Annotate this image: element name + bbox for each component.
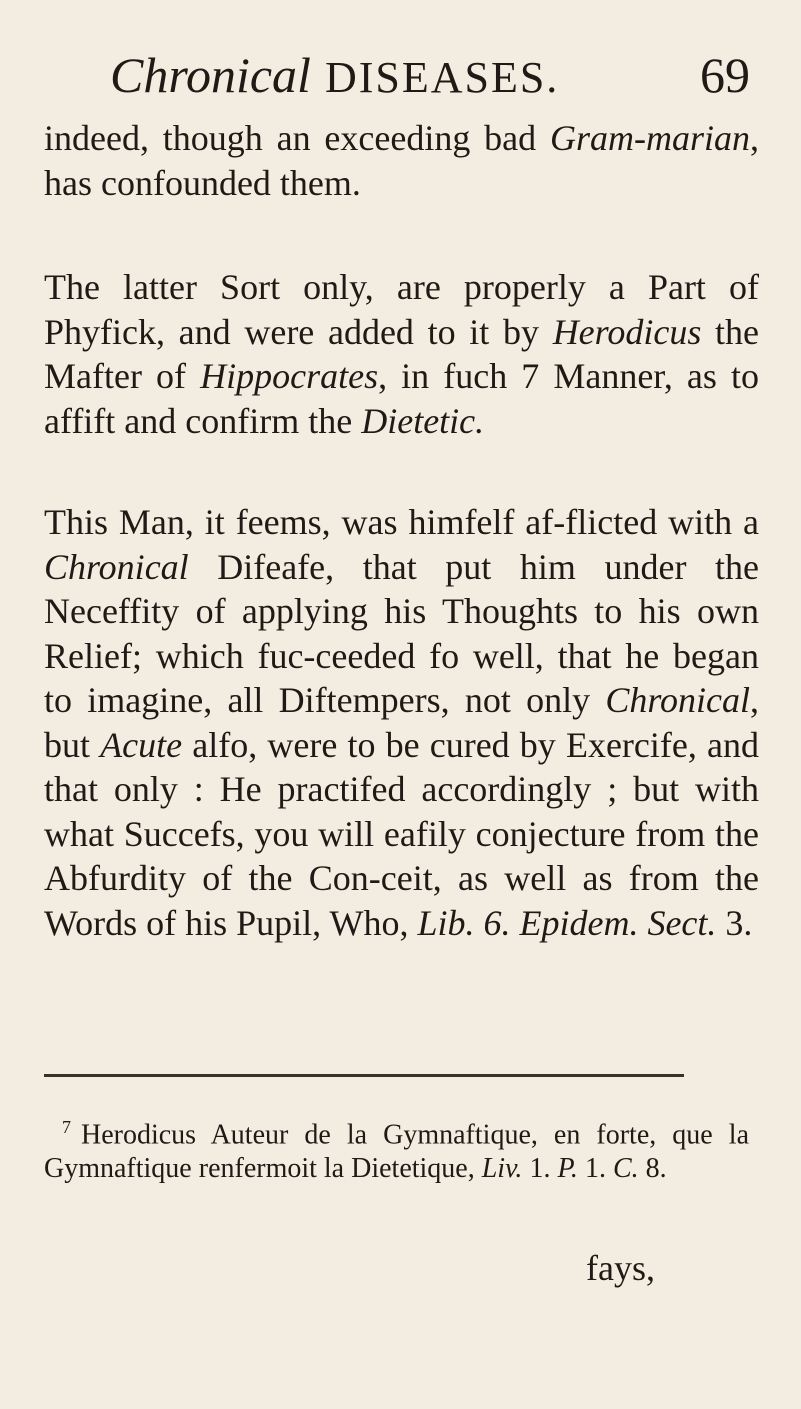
italic-text: Lib. 6. Epidem. Sect.: [417, 902, 717, 943]
paragraph-3: [44, 500, 759, 945]
text-run: This Man, it feems, was himfelf af-flicted with a: [44, 502, 759, 542]
italic-text: Gram-: [549, 118, 646, 158]
italic-text: Liv.: [481, 1153, 523, 1185]
italic-text: Herodicus: [552, 311, 702, 352]
italic-text: C.: [612, 1153, 639, 1185]
italic-text: Hippocrates: [200, 356, 379, 396]
text-run: the Mafter of: [44, 311, 759, 396]
text-run: Herodicus Auteur de la Gymnaftique, en forte, que la Gymnaftique renfermoit la Dietetique,: [44, 1119, 749, 1185]
text-run: 3.: [716, 902, 753, 943]
header-title-rest: DISEASES.: [324, 53, 560, 102]
running-header: [110, 40, 750, 110]
header-title: Chronical: [110, 47, 311, 103]
paragraph-1: [44, 116, 759, 205]
text-run: 8.: [638, 1153, 667, 1185]
footnote-marker: 7: [62, 1117, 71, 1137]
paragraph-2: [44, 265, 759, 443]
italic-text: Dietetic.: [361, 400, 485, 441]
italic-text: Chronical: [605, 680, 750, 720]
text-run: , but: [44, 680, 759, 765]
catchword: fays,: [586, 1248, 655, 1288]
italic-text: Acute: [100, 724, 183, 765]
text-run: , has confounded them.: [44, 118, 759, 203]
text-run: 1.: [522, 1153, 558, 1185]
text-run: 1.: [577, 1153, 613, 1185]
text-run: indeed, though an exceeding bad: [44, 118, 550, 158]
footnote: [44, 1110, 749, 1186]
italic-text: Chronical: [44, 546, 189, 587]
text-run: , in fuch 7 Manner, as to affift and confirm the: [44, 356, 759, 441]
italic-text: marian: [645, 118, 750, 158]
text-run: The latter Sort only, are properly a Part of Phyfick, and were added to it by: [44, 267, 759, 352]
text-run: alfo, were to be cured by Exercife, and that only : He practifed accordingly ; but with what Succefs, you will eafily conjecture from the Abfurdity of the Con-ceit, as well as from the Words of his Pupil, Who,: [44, 724, 759, 943]
footnote-rule: [44, 1074, 684, 1077]
italic-text: P.: [557, 1153, 578, 1185]
footnote-text: [44, 1119, 749, 1184]
page-number: 69: [700, 47, 750, 103]
text-run: Difeafe, that put him under the Neceffity of applying his Thoughts to his own Relief; which fuc-ceeded fo well, that he began to imagine, all Diftempers, not only: [44, 546, 759, 720]
